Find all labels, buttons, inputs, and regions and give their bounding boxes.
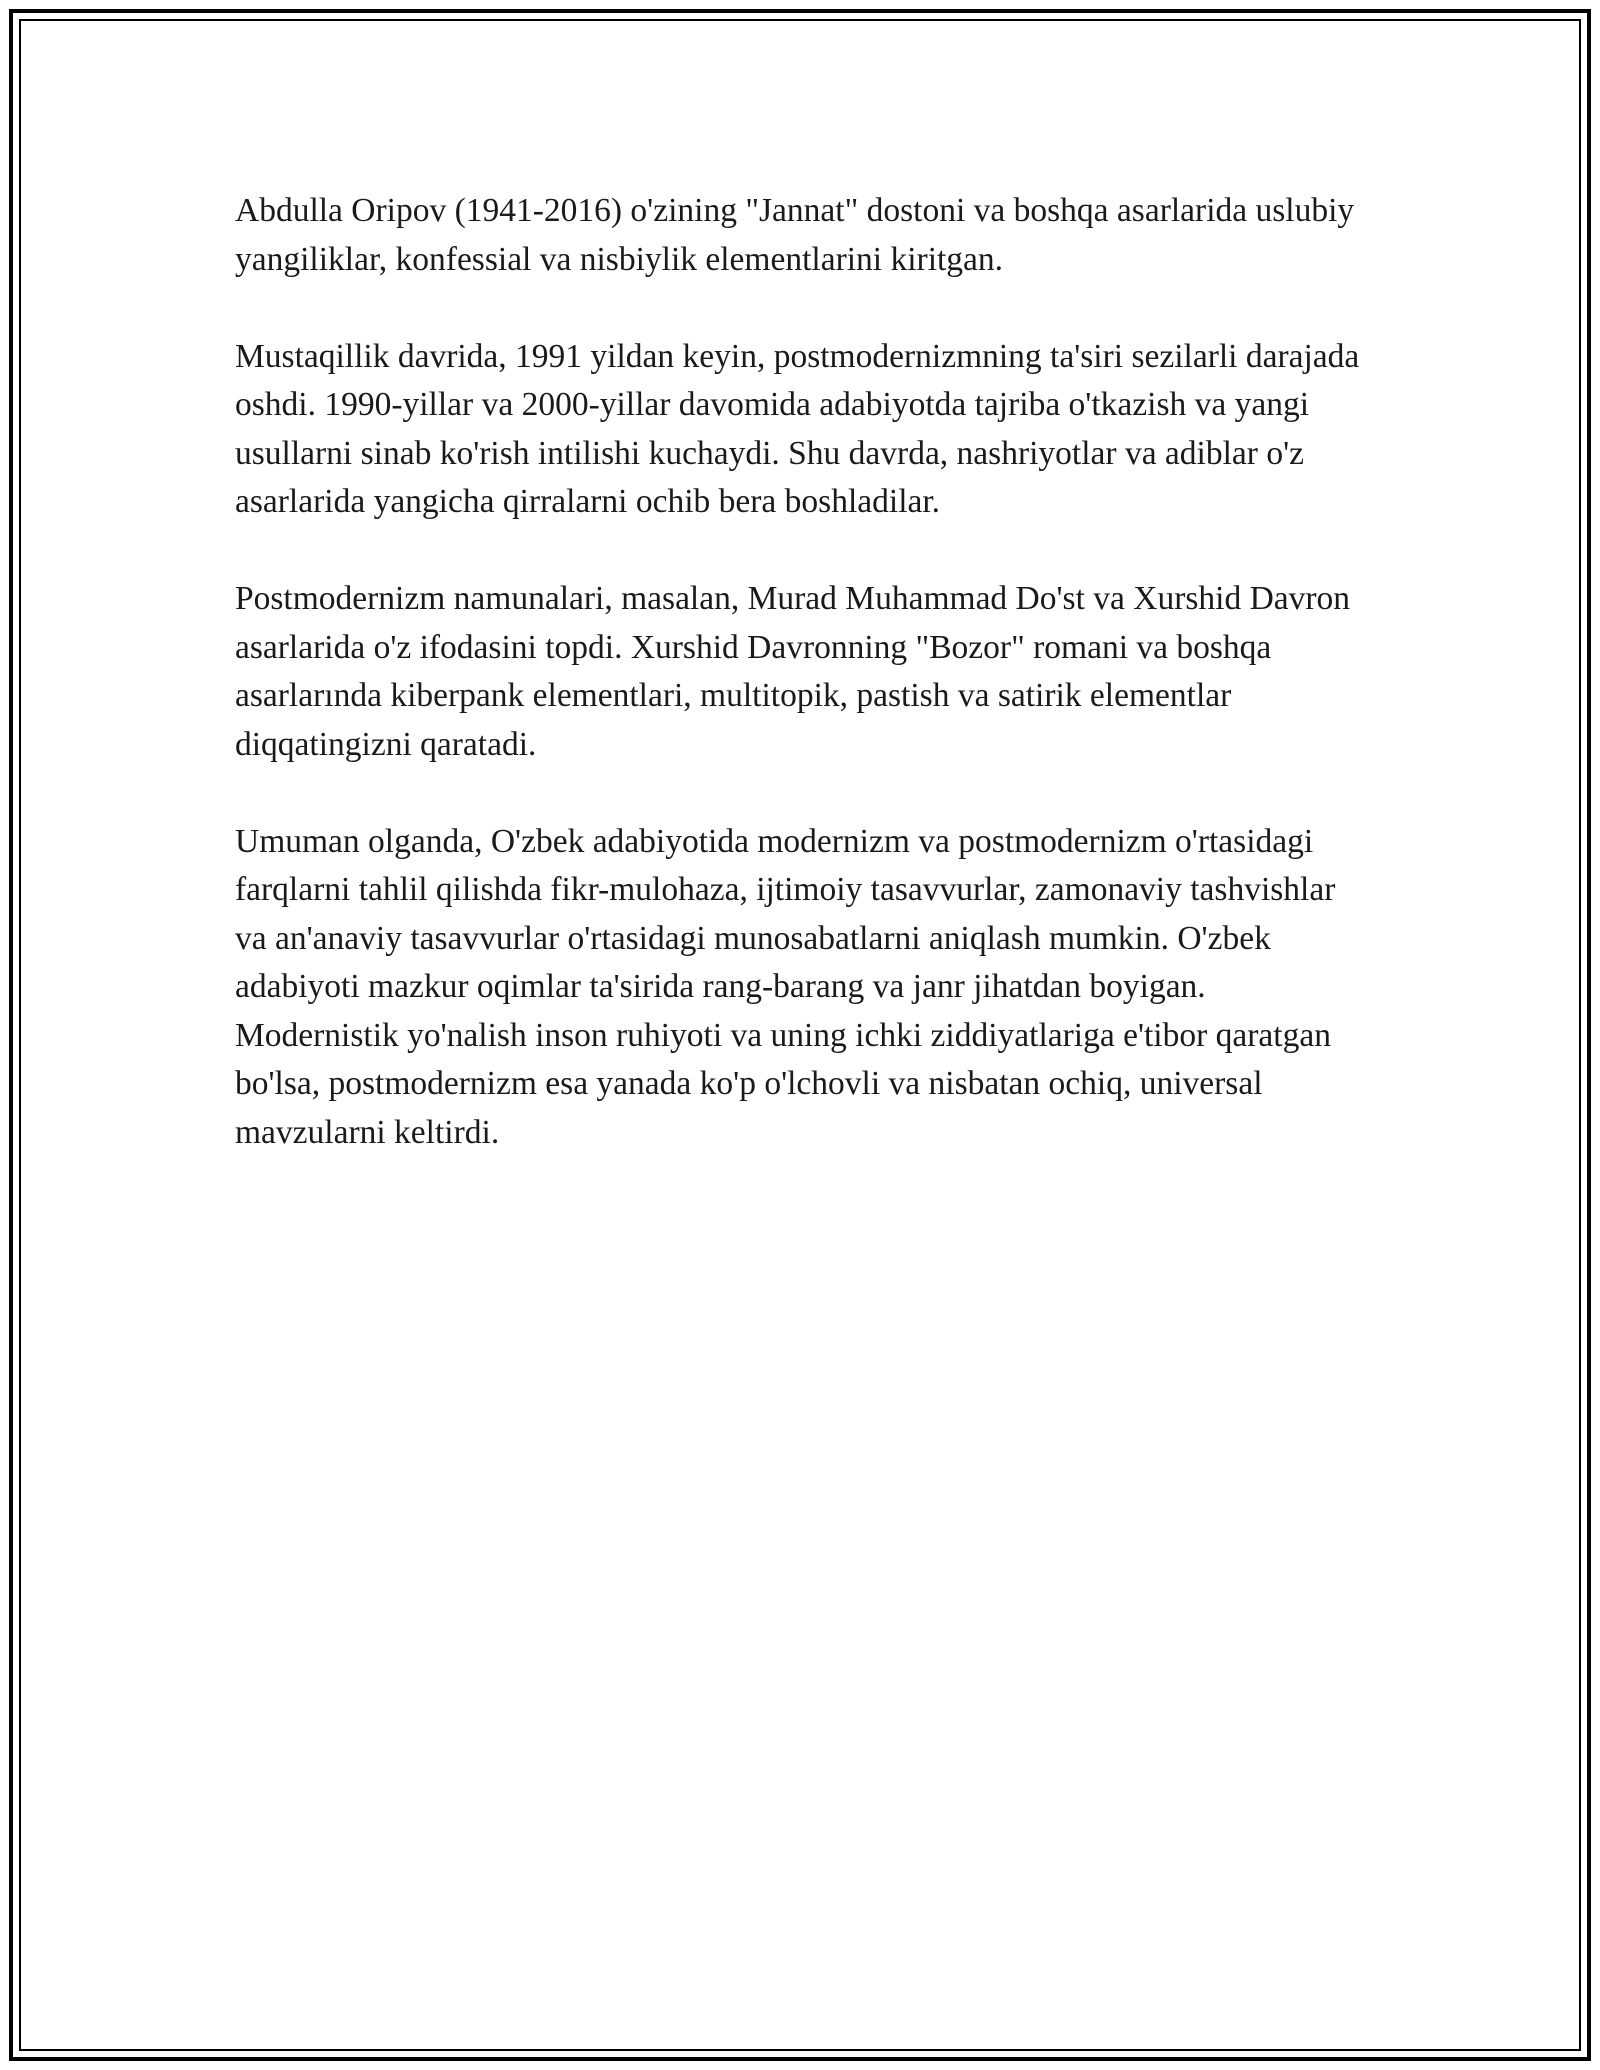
paragraph-mustaqillik: Mustaqillik davrida, 1991 yildan keyin, postmodernizmning ta'siri sezilarli darajada oshdi. 1990-yillar va 2000-yillar davomida adabiyotda tajriba o'tkazish va yangi usullarni sinab ko'rish intilishi kuchaydi. Shu davrda, nashriyotlar va adiblar o'z asarlarida yangicha qirralarni ochib bera boshladilar. <box>235 337 1360 520</box>
document-body <box>235 187 1360 1206</box>
paragraph-postmodernizm-namunalari: Postmodernizm namunalari, masalan, Murad Muhammad Do'st va Xurshid Davron asarlarida o'z ifodasini topdi. Xurshid Davronning "Bozor" romani va boshqa asarlarında kiberpank elementlari, multitopik, pastish va satirik elementlar diqqatingizni qaratadi. <box>235 580 1351 763</box>
paragraph-umuman-olganda: Umuman olganda, O'zbek adabiyotida modernizm va postmodernizm o'rtasidagi farqlarni tahlil qilishda fikr-mulohaza, ijtimoiy tasavvurlar, zamonaviy tashvishlar va an'anaviy tasavvurlar o'rtasidagi munosabatlarni aniqlash mumkin. O'zbek adabiyoti mazkur oqimlar ta'sirida rang-barang va janr jihatdan boyigan. Modernistik yo'nalish inson ruhiyoti va uning ichki ziddiyatlariga e'tibor qaratgan bo'lsa, postmodernizm esa yanada ko'p o'lchovli va nisbatan ochiq, universal mavzularni keltirdi. <box>235 822 1336 1151</box>
paragraph-oripov: Abdulla Oripov (1941-2016) o'zining "Jannat" dostoni va boshqa asarlarida uslubiy yangiliklar, konfessial va nisbiylik elementlarini kiritgan. <box>235 192 1355 278</box>
